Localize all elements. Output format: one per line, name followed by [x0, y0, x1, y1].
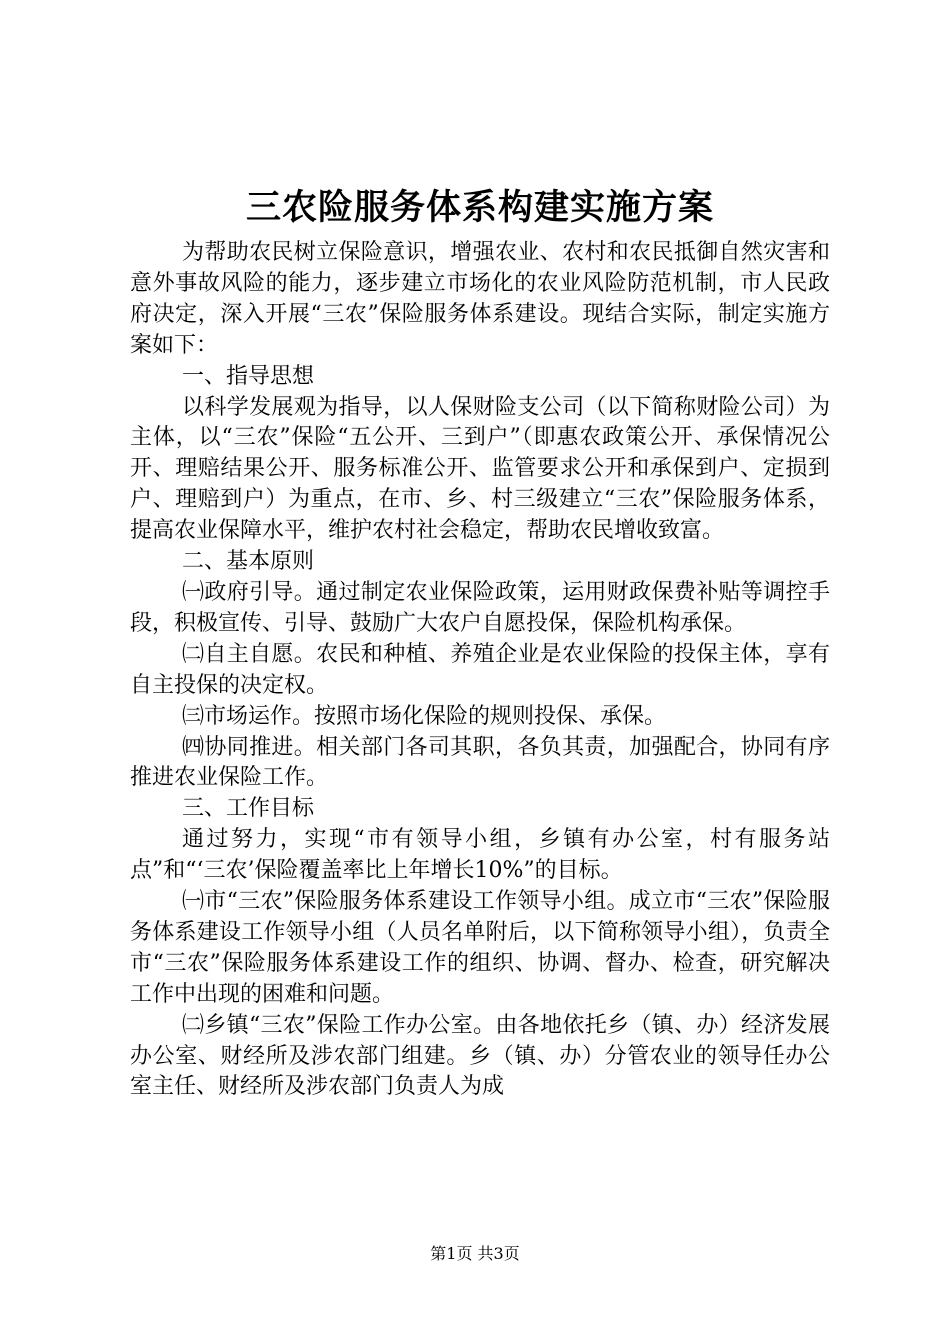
section-heading-guiding-ideology: 一、指导思想 [182, 363, 315, 389]
page-footer: 第1页 共3页 [430, 1244, 520, 1263]
principle-market-operation: ㈢市场运作。按照市场化保险的规则投保、承保。 [182, 703, 667, 729]
principle-coordinated-progress: ㈣协同推进。相关部门各司其职，各负其责，加强配合，协同有序推进农业保险工作。 [130, 734, 830, 791]
city-leading-group-paragraph: ㈠市“三农”保险服务体系建设工作领导小组。成立市“三农”保险服务体系建设工作领导小组（人员名单附后，以下简称领导小组），负责全市“三农”保险服务体系建设工作的组织、协调、督办、检查，研究解决工作中出现的困难和问题。 [130, 889, 830, 1007]
principle-government-guidance: ㈠政府引导。通过制定农业保险政策，运用财政保费补贴等调控手段，积极宣传、引导、鼓励广大农户自愿投保，保险机构承保。 [130, 579, 830, 636]
principle-voluntary: ㈡自主自愿。农民和种植、养殖企业是农业保险的投保主体，享有自主投保的决定权。 [130, 641, 830, 698]
document-title: 三农险服务体系构建实施方案 [245, 187, 714, 228]
section-heading-work-goals: 三、工作目标 [182, 796, 315, 822]
intro-paragraph: 为帮助农民树立保险意识，增强农业、农村和农民抵御自然灾害和意外事故风险的能力，逐步建立市场化的农业风险防范机制，市人民政府决定，深入开展“三农”保险服务体系建设。现结合实际，制定实施方案如下： [130, 240, 830, 358]
document-body [130, 238, 830, 1103]
township-office-paragraph: ㈡乡镇“三农”保险工作办公室。由各地依托乡（镇、办）经济发展办公室、财经所及涉农部门组建。乡（镇、办）分管农业的领导任办公室主任、财经所及涉农部门负责人为成 [130, 1012, 830, 1100]
section-heading-basic-principles: 二、基本原则 [182, 549, 315, 575]
guiding-ideology-paragraph: 以科学发展观为指导，以人保财险支公司（以下简称财险公司）为主体，以“三农”保险“五公开、三到户”（即惠农政策公开、承保情况公开、理赔结果公开、服务标准公开、监管要求公开和承保到户、定损到户、理赔到户）为重点，在市、乡、村三级建立“三农”保险服务体系，提高农业保障水平，维护农村社会稳定，帮助农民增收致富。 [130, 394, 830, 544]
work-goals-paragraph: 通过努力，实现“市有领导小组，乡镇有办公室，村有服务站点”和“‘三农’保险覆盖率比上年增长10%”的目标。 [130, 827, 830, 884]
